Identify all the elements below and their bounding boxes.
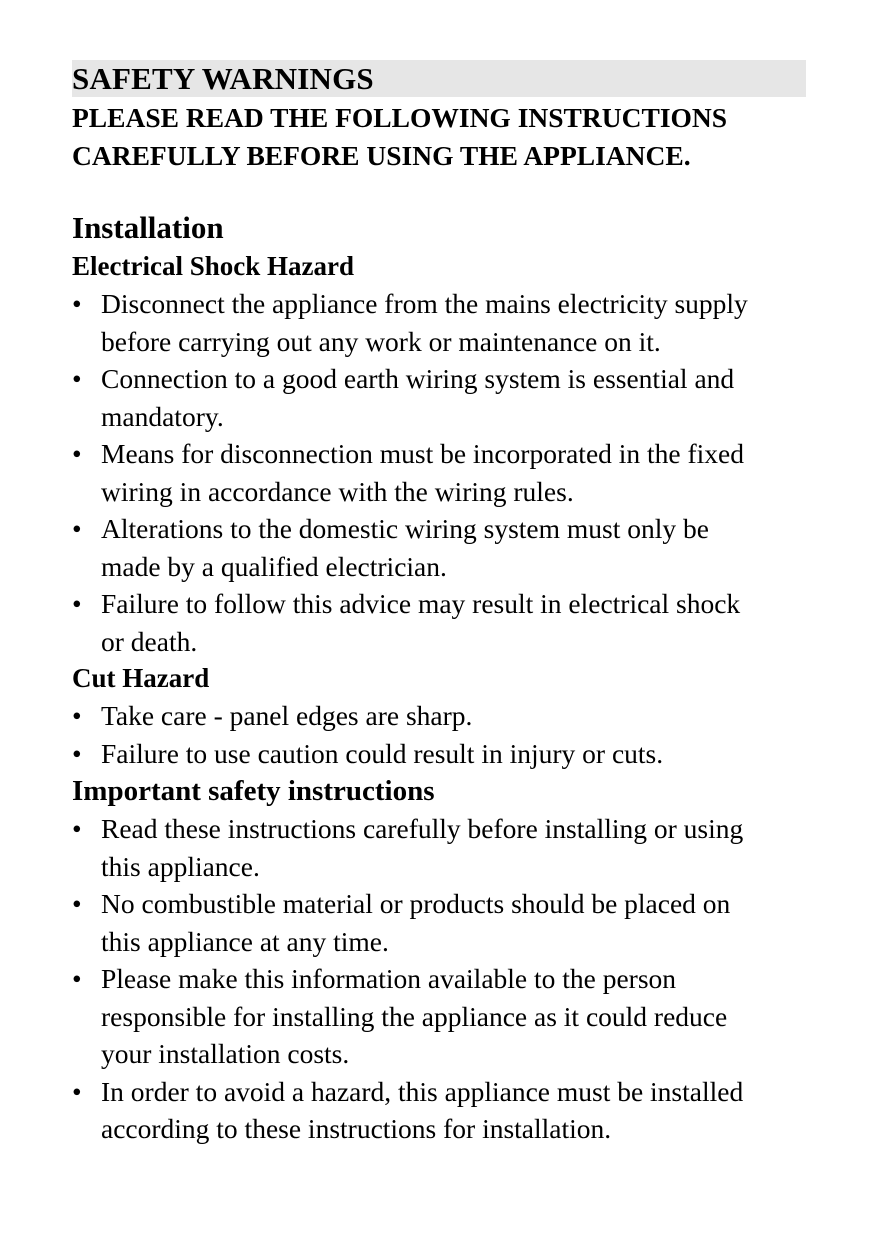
list-item-line: Please make this information available to the person	[101, 963, 677, 994]
bullet-icon: •	[72, 1075, 82, 1107]
bullet-icon: •	[72, 513, 82, 544]
list-item	[72, 735, 806, 773]
bullet-icon: •	[72, 737, 82, 769]
list-item	[72, 1073, 806, 1148]
list-item-line: No combustible material or products should be placed on	[101, 888, 731, 919]
list-item-line: mandatory.	[101, 400, 224, 432]
list-item-line: this appliance.	[101, 850, 260, 882]
electrical-shock-heading: Electrical Shock Hazard	[72, 251, 354, 281]
list-item-line: wiring in accordance with the wiring rules.	[101, 475, 574, 507]
list-item	[72, 585, 806, 660]
list-item	[72, 510, 806, 585]
list-item-line: according to these instructions for installation.	[101, 1113, 612, 1144]
bullet-icon: •	[72, 700, 82, 731]
subtitle-line: CAREFULLY BEFORE USING THE APPLIANCE.	[72, 140, 691, 171]
important-safety-heading: Important safety instructions	[72, 775, 435, 807]
list-item-line: Connection to a good earth wiring system is essential and	[101, 363, 735, 394]
list-item-line: Means for disconnection must be incorporated in the fixed	[101, 438, 745, 469]
list-item-line: Failure to use caution could result in injury or cuts.	[101, 737, 664, 769]
bullet-icon: •	[72, 813, 82, 844]
bullet-icon: •	[72, 363, 82, 394]
list-item	[72, 435, 806, 510]
list-item-line: In order to avoid a hazard, this appliance must be installed	[101, 1075, 744, 1107]
cut-hazard-heading: Cut Hazard	[72, 663, 210, 693]
bullet-icon: •	[72, 438, 82, 469]
list-item-line: Take care - panel edges are sharp.	[101, 700, 473, 731]
bullet-icon: •	[72, 588, 82, 619]
list-item	[72, 810, 806, 885]
list-item-line: Alterations to the domestic wiring system must only be	[101, 513, 709, 544]
list-item	[72, 960, 806, 1073]
bullet-icon: •	[72, 888, 82, 919]
list-item-line: your installation costs.	[101, 1038, 350, 1069]
list-item-line: Failure to follow this advice may result in electrical shock	[101, 588, 741, 619]
list-item-line: this appliance at any time.	[101, 925, 389, 957]
list-item	[72, 360, 806, 435]
cut-hazard-list	[72, 697, 806, 772]
list-item	[72, 285, 806, 360]
document-page	[72, 60, 806, 1148]
list-item-line: or death.	[101, 625, 198, 657]
safety-warnings-banner: SAFETY WARNINGS	[72, 60, 806, 97]
bullet-icon: •	[72, 288, 82, 319]
important-safety-list	[72, 810, 806, 1148]
list-item-line: before carrying out any work or maintenance on it.	[101, 325, 661, 357]
subtitle-line: PLEASE READ THE FOLLOWING INSTRUCTIONS	[72, 102, 728, 133]
list-item	[72, 697, 806, 735]
list-item-line: Read these instructions carefully before installing or using	[101, 813, 744, 844]
list-item-line: Disconnect the appliance from the mains electricity supply	[101, 288, 748, 319]
installation-title: Installation	[72, 210, 224, 245]
instructions-subtitle	[72, 99, 806, 175]
list-item	[72, 885, 806, 960]
list-item-line: responsible for installing the appliance as it could reduce	[101, 1000, 728, 1032]
list-item-line: made by a qualified electrician.	[101, 550, 447, 582]
electrical-shock-list	[72, 285, 806, 660]
bullet-icon: •	[72, 963, 82, 994]
